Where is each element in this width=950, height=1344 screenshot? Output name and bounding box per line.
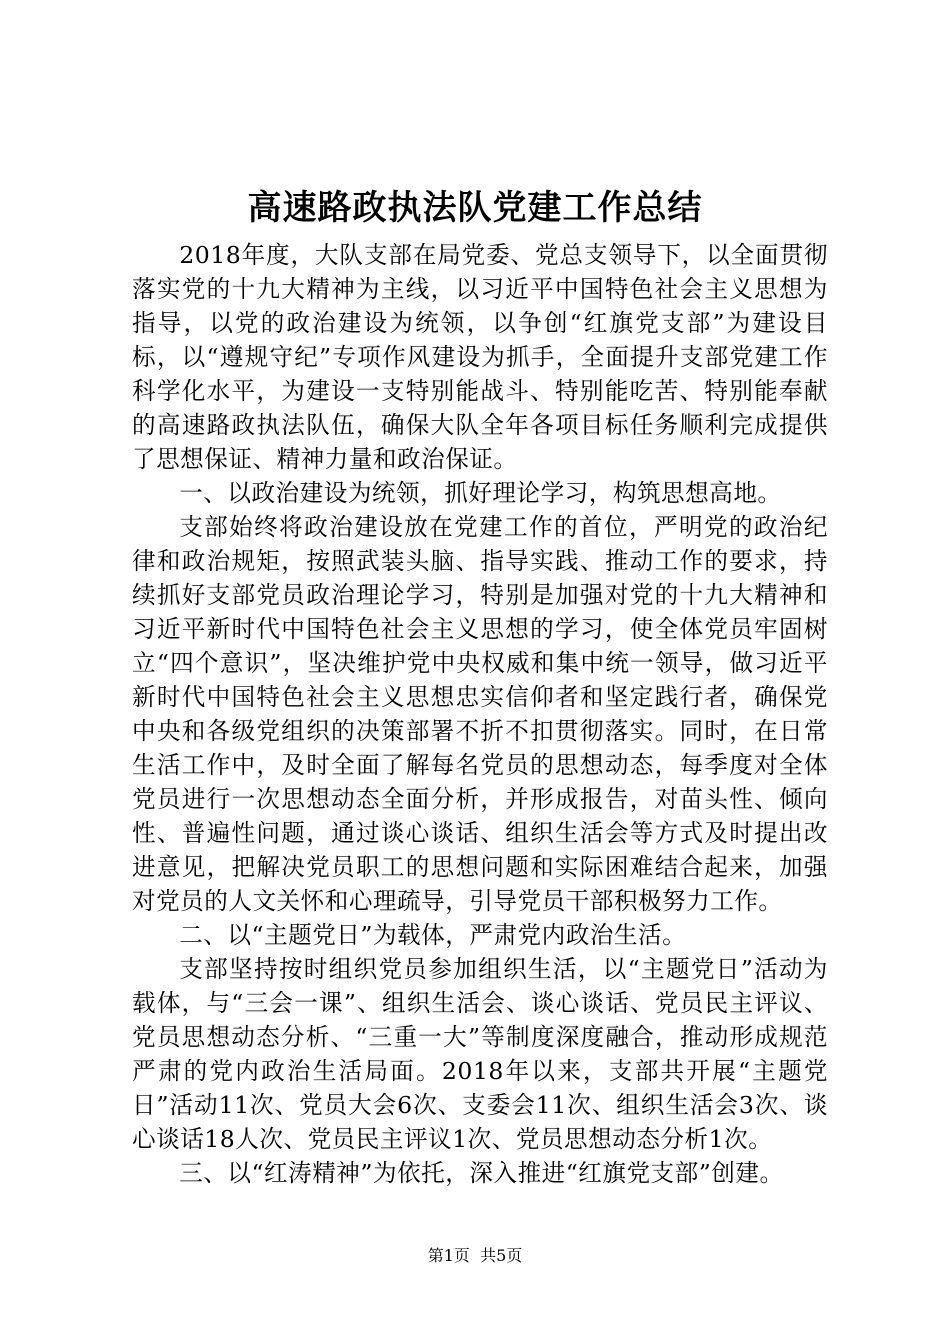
section-heading-2: 二、以“主题党日”为载体，严肃党内政治生活。: [179, 921, 687, 949]
document-body: [132, 238, 828, 1190]
document-title: 高速路政执法队党建工作总结: [247, 188, 703, 228]
section-heading-1: 一、以政治建设为统领，抓好理论学习，构筑思想高地。: [179, 479, 782, 507]
page-footer: [0, 1245, 950, 1267]
section-paragraph-1: 支部始终将政治建设放在党建工作的首位，严明党的政治纪律和政治规矩，按照武装头脑、指导实践、推动工作的要求，持续抓好支部党员政治理论学习，特别是加强对党的十九大精神和习近平新时代中国特色社会主义思想的学习，使全体党员牢固树立“四个意识”，坚决维护党中央权威和集中统一领导，做习近平新时代中国特色社会主义思想忠实信仰者和坚定践行者，确保党中央和各级党组织的决策部署不折不扣贯彻落实。同时，在日常生活工作中，及时全面了解每名党员的思想动态，每季度对全体党员进行一次思想动态全面分析，并形成报告，对苗头性、倾向性、普遍性问题，通过谈心谈话、组织生活会等方式及时提出改进意见，把解决党员职工的思想问题和实际困难结合起来，加强对党员的人文关怀和心理疏导，引导党员干部积极努力工作。: [132, 513, 828, 915]
intro-paragraph: 2018年度，大队支部在局党委、党总支领导下，以全面贯彻落实党的十九大精神为主线，以习近平中国特色社会主义思想为指导，以党的政治建设为统领，以争创“红旗党支部”为建设目标，以“遵规守纪”专项作风建设为抓手，全面提升支部党建工作科学化水平，为建设一支特别能战斗、特别能吃苦、特别能奉献的高速路政执法队伍，确保大队全年各项目标任务顺利完成提供了思想保证、精神力量和政治保证。: [132, 241, 828, 473]
page-number: 第1页: [427, 1246, 470, 1265]
section-heading-3: 三、以“红涛精神”为依托，深入推进“红旗党支部”创建。: [179, 1159, 784, 1187]
page-total: 共5页: [480, 1246, 523, 1265]
section-paragraph-2: 支部坚持按时组织党员参加组织生活，以“主题党日”活动为载体，与“三会一课”、组织生活会、谈心谈话、党员民主评议、党员思想动态分析、“三重一大”等制度深度融合，推动形成规范严肃的党内政治生活局面。2018年以来，支部共开展“主题党日”活动11次、党员大会6次、支委会11次、组织生活会3次、谈心谈话18人次、党员民主评议1次、党员思想动态分析1次。: [132, 955, 828, 1153]
